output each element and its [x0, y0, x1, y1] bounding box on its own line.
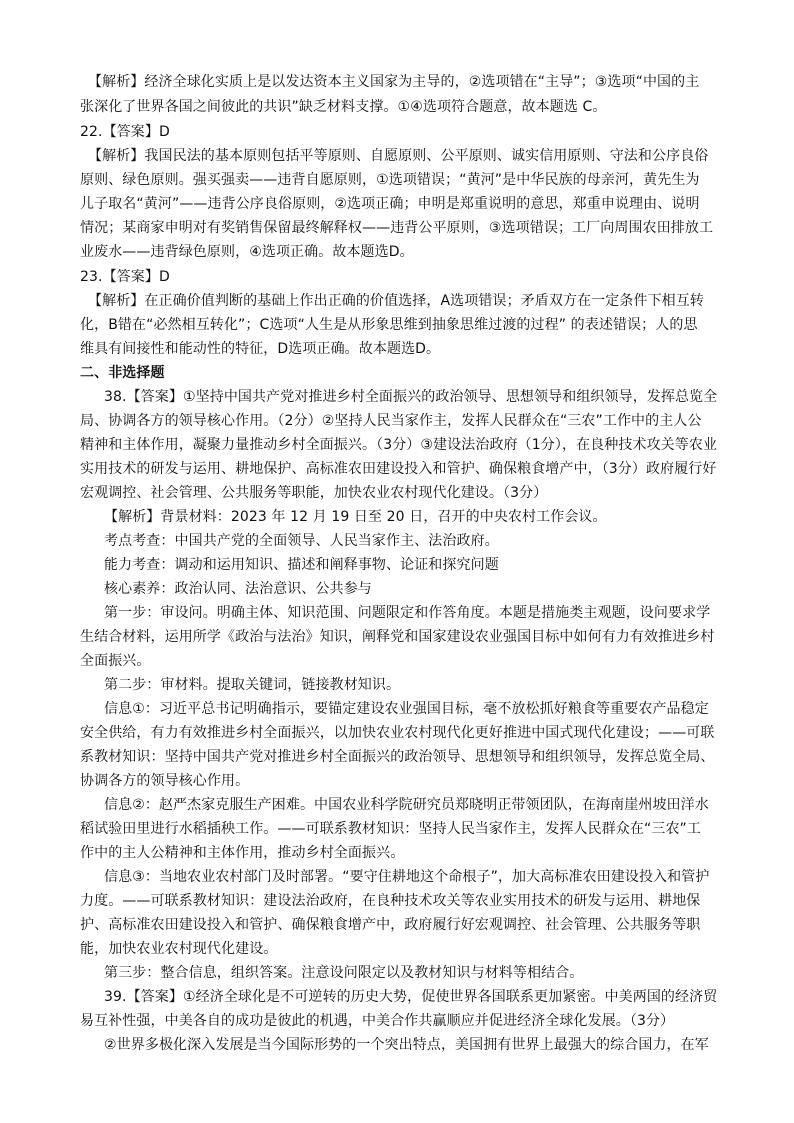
- text-line: 信息③：当地农业农村部门及时部署。“要守住耕地这个命根子”，加大高标准农田建设投入和管护: [104, 869, 710, 885]
- text-line: 情况；某商家申明对有奖销售保留最终解释权——违背公平原则，③选项错误；工厂向周围农田排放工: [80, 220, 714, 236]
- text-line: 第一步：审设问。明确主体、知识范围、问题限定和作答角度。本题是措施类主观题，设问要求学: [104, 605, 711, 621]
- question-23-answer: 23.【答案】D: [80, 269, 170, 285]
- text-line: 系教材知识：坚持中国共产党对推进乡村全面振兴的政治领导、思想领导和组织领导，发挥总览全局、: [80, 749, 715, 765]
- text-line: 【解析】在正确价值判断的基础上作出正确的价值选择，A选项错误；矛盾双方在一定条件下相互转: [88, 293, 704, 309]
- text-line: 维具有间接性和能动性的特征，D选项正确。故本题选D。: [80, 341, 441, 357]
- text-line: 信息①：习近平总书记明确指示，要锚定建设农业强国目标，毫不放松抓好粮食等重要农产品稳定: [104, 701, 709, 717]
- text-line: 护、高标准农田建设投入和管护、确保粮食增产中，政府履行好宏观调控、社会管理、公共服务等职: [80, 917, 701, 933]
- question-22-answer: 22.【答案】D: [80, 124, 170, 140]
- text-line: 易互补性强，中美各自的成功是彼此的机遇，中美合作共赢顺应并促进经济全球化发展。（3分）: [80, 1013, 675, 1029]
- text-line: 核心素养：政治认同、法治意识、公共参与: [104, 581, 372, 597]
- question-39-answer: 39.【答案】①经济全球化是不可逆转的历史大势，促使世界各国联系更加紧密。中美两国的经济贸: [104, 989, 718, 1005]
- text-line: 考点考查：中国共产党的全面领导、人民当家作主、法治政府。: [104, 533, 499, 549]
- text-line: ②世界多极化深入发展是当今国际形势的一个突出特点，美国拥有世界上最强大的综合国力，在军: [104, 1037, 709, 1053]
- section-heading: 二、非选择题: [80, 365, 165, 381]
- text-line: 宏观调控、社会管理、公共服务等职能，加快农业农村现代化建设。（3分）: [80, 485, 548, 501]
- text-line: 第三步：整合信息，组织答案。注意设问限定以及教材知识与材料等相结合。: [104, 965, 584, 981]
- text-line: 作中的主人公精神和主体作用，推动乡村全面振兴。: [80, 845, 405, 861]
- text-line: 生结合材料，运用所学《政治与法治》知识，阐释党和国家建设农业强国目标中如何有力有效推进乡村: [80, 629, 715, 645]
- question-38-answer: 38.【答案】①坚持中国共产党对推进乡村全面振兴的政治领导、思想领导和组织领导，发挥总览全: [104, 389, 718, 405]
- text-line: 局、协调各方的领导核心作用。（2分）②坚持人民当家作主，发挥人民群众在“三农”工作中的主人公: [80, 413, 702, 429]
- text-line: 原则、绿色原则。强买强卖——违背自愿原则，①选项错误；“黄河”是中华民族的母亲河，黄先生为: [80, 172, 700, 188]
- text-line: 化，B错在“必然相互转化”；C选项“人生是从形象思维到抽象思维过渡的过程” 的表述错误；人的思: [80, 317, 698, 333]
- text-line: 力度。——可联系教材知识：建设法治政府，在良种技术攻关等农业实用技术的研发与运用、耕地保: [80, 893, 701, 909]
- text-line: 全面振兴。: [80, 653, 151, 669]
- text-line: 第二步：审材料。提取关键词，链接教材知识。: [104, 677, 401, 693]
- text-line: 信息②：赵严杰家克服生产困难。中国农业科学院研究员郑晓明正带领团队，在海南崖州坡田洋水: [104, 797, 709, 813]
- text-line: 实用技术的研发与运用、耕地保护、高标准农田建设投入和管护、确保粮食增产中，（3分）政府履行好: [80, 461, 717, 477]
- text-line: 协调各方的领导核心作用。: [80, 773, 250, 789]
- text-line: 业废水——违背绿色原则，④选项正确。故本题选D。: [80, 244, 414, 260]
- text-line: 精神和主体作用，凝聚力量推动乡村全面振兴。（3分）③建设法治政府（1分），在良种技术攻关等农业: [80, 437, 718, 453]
- text-line: 张深化了世界各国之间彼此的共识”缺乏材料支撑。①④选项符合题意，故本题选 C。: [80, 99, 607, 115]
- text-line: 【解析】背景材料：2023 年 12 月 19 日至 20 日，召开的中央农村工作会议。: [104, 509, 607, 525]
- text-line: 【解析】我国民法的基本原则包括平等原则、自愿原则、公平原则、诚实信用原则、守法和公序良俗: [88, 148, 709, 164]
- text-line: 【解析】经济全球化实质上是以发达资本主义国家为主导的，②选项错在“主导”；③选项“中国的主: [88, 74, 700, 90]
- text-line: 安全供给，有力有效推进乡村全面振兴，以加快农业农村现代化更好推进中国式现代化建设；——可联: [80, 725, 715, 741]
- text-line: 儿子取名“黄河”——违背公序良俗原则，②选项正确；申明是郑重说明的意思，郑重申说理由、说明: [80, 196, 700, 212]
- text-line: 稻试验田里进行水稻插秧工作。——可联系教材知识：坚持人民当家作主，发挥人民群众在“三农”工: [80, 821, 702, 837]
- text-line: 能，加快农业农村现代化建设。: [80, 941, 278, 957]
- text-line: 能力考查：调动和运用知识、描述和阐释事物、论证和探究问题: [104, 557, 499, 573]
